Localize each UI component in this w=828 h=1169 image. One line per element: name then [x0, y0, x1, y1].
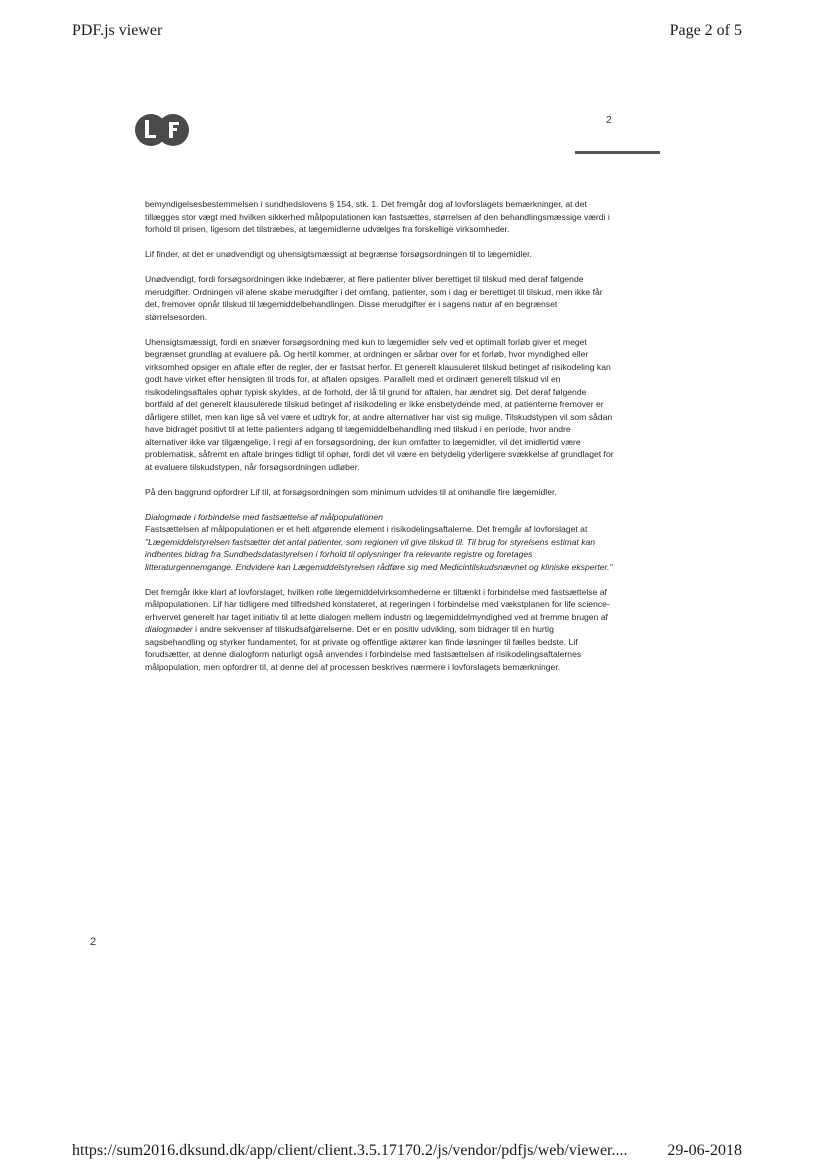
page-url: https://sum2016.dksund.dk/app/client/client.3.5.17170.2/js/vendor/pdfjs/web/viewer....	[72, 1142, 628, 1159]
section-heading: Dialogmøde i forbindelse med fastsættelse af målpopulationen	[145, 511, 383, 522]
lif-logo	[133, 112, 203, 148]
page-number-bottom: 2	[90, 936, 97, 948]
page-indicator: Page 2 of 5	[669, 22, 742, 39]
header-rule	[575, 151, 660, 154]
print-footer	[0, 1142, 828, 1164]
paragraph-6-quote: "Lægemiddelstyrelsen fastsætter det antal patienter, som regionen vil give tilskud til. Til brug for styrelsens estimat kan indhentes bidrag fra Sundhedsdatastyrelsen i forhold til oplysninger fra relevante registre og foretages litteraturgennemgange. Endvidere kan Lægemiddelstyrelsen rådføre sig med Medicintilskudsnævnet og kliniske eksperter."	[145, 536, 613, 572]
print-date: 29-06-2018	[667, 1142, 742, 1159]
paragraph-4: Uhensigtsmæssigt, fordi en snæver forsøgsordning med kun to lægemidler selv ved et optimalt forløb giver et meget begrænset grundlag at evaluere på. Og hertil kommer, at ordningen er sårbar over for et forløb, hvor myndighed eller virksomhed opsiger en aftale efter de regler, der er fastsat herfor. Et generelt klausuleret tilskud betinget af risikodeling kan godt have virket efter hensigten til trods for, at aftalen opsiges. Parallelt med et ordinært generelt tilskud vil en risikodelingsaftales ophør typisk skyldes, at de forhold, der lå til grund for aftalen, har ændret sig. Det deraf følgende bortfald af det generelt klausulerede tilskud betinget af risikodeling er ikke ensbetydende med, at patienterne fremover er dårligere stillet, men kan lige så vel være et udtryk for, at andre alternativer har vist sig mulige. Tilskudstypen vil som sådan have bidraget positivt til at lette patienters adgang til lægemiddelbehandling med tilskud i en periode, hvor andre alternativer ikke var tilgængelige. I regi af en forsøgsordning, der kun omfatter to lægemidler, vil det imidlertid være problematisk, såfremt en aftale bringes tidligt til ophør, fordi det vil være en betydelig yderligere svækkelse af grundlaget for at evaluere tilskudstypen, når forsøgsordningen udløber.	[145, 336, 614, 472]
paragraph-7	[145, 586, 615, 674]
letter-body	[145, 198, 615, 686]
paragraph-2: Lif finder, at det er unødvendigt og uhensigtsmæssigt at begrænse forsøgsordningen til to lægemidler.	[145, 249, 532, 259]
paragraph-5: På den baggrund opfordrer Lif til, at forsøgsordningen som minimum udvides til at omhandle fire lægemidler.	[145, 486, 557, 497]
logo-text: Lif	[133, 112, 135, 113]
paragraph-1: bemyndigelsesbestemmelsen i sundhedslovens § 154, stk. 1. Det fremgår dog af lovforslagets bemærkninger, at det tillægges stor vægt med hvilken sikkerhed målpopulationen kan fastsættes, størrelsen af den behandlingsmæssige værdi i forhold til prisen, ligesom det tilstræbes, at lægemidlerne udvælges fra forskellige virksomheder.	[145, 199, 610, 234]
print-header	[0, 22, 828, 44]
document-title: PDF.js viewer	[72, 22, 163, 39]
paragraph-7-emphasis: dialogmøder	[145, 624, 193, 634]
paragraph-6	[145, 523, 615, 573]
paragraph-7-text: Det fremgår ikke klart af lovforslaget, hvilken rolle lægemiddelvirksomhederne er tiltænkt i forbindelse med fastsættelse af målpopulationen. Lif har tidligere med tilfredshed konstateret, at regeringen i forbindelse med vækstplanen for life science-erhvervet generelt har taget initiativ til at lette dialogen mellem industri og lægemiddelmyndighed ved at fremme brugen af	[145, 586, 610, 622]
paragraph-7-end: i andre sekvenser af tilskudsafgørelserne. Det er en positiv udvikling, som bidrager til en hurtig sagsbehandling og styrker fundamentet, for at private og offentlige aktører kan finde løsninger til fælles bedste. Lif forudsætter, at denne dialogform naturligt også anvendes i forbindelse med fastsættelsen af risikodelingsaftalernes målpopulation, men opfordrer til, at denne del af processen beskrives nærmere i lovforslagets bemærkninger.	[145, 624, 582, 672]
paragraph-3: Unødvendigt, fordi forsøgsordningen ikke indebærer, at flere patienter bliver berettiget til tilskud med deraf følgende merudgifter. Ordningen vil alene skabe merudgifter i det omfang, patienter, som i dag er berettiget til tilskud, men ikke får det, fremover opnår tilskud til lægemiddelbehandlingen. Disse merudgifter er i sagens natur af en begrænset størrelsesorden.	[145, 274, 603, 322]
paragraph-6-text: Fastsættelsen af målpopulationen er et helt afgørende element i risikodelingsaftalerne. Det fremgår af lovforslaget at	[145, 524, 588, 534]
page-number-top: 2	[606, 115, 612, 126]
